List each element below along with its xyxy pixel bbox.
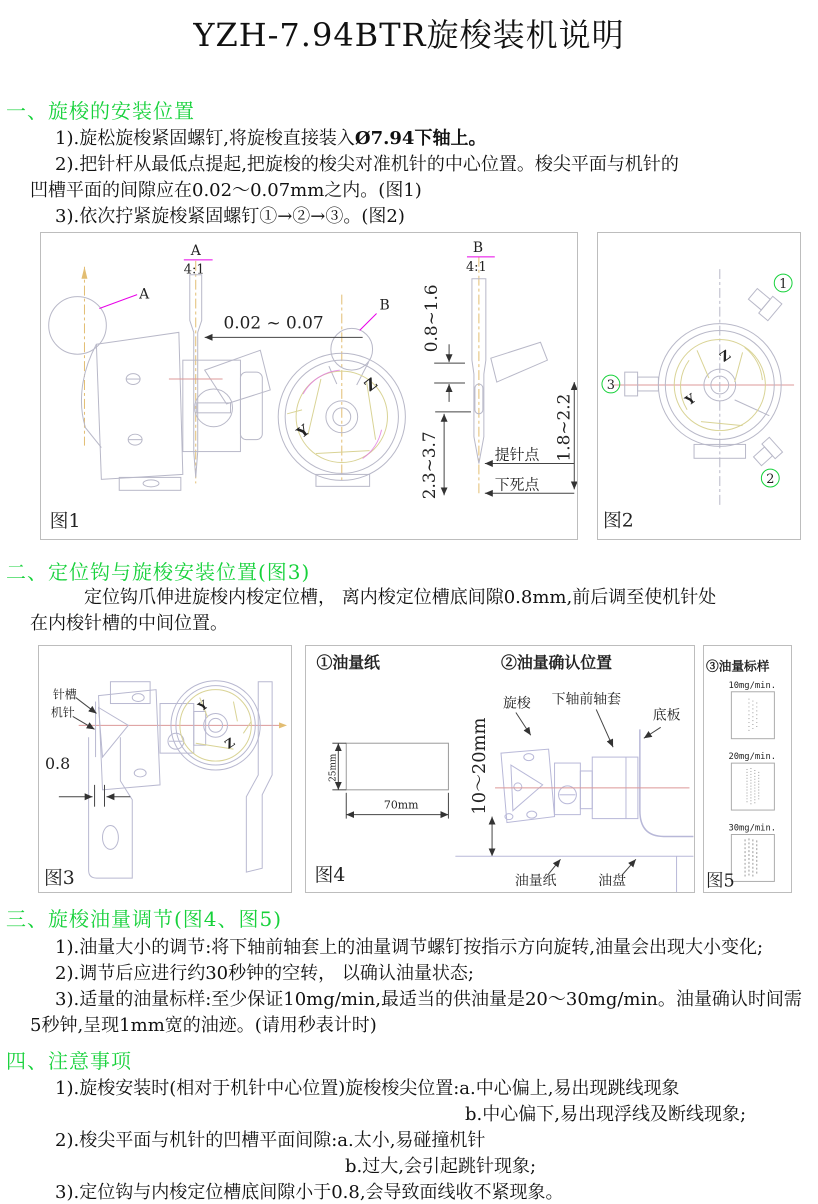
fig1-callout-b-label: B [379,297,390,314]
fig1-needle-a [190,275,270,478]
section1-heading: 一、旋梭的安装位置 [6,99,195,123]
section1-line3: 凹槽平面的间隙应在0.02～0.07mm之内。(图1) [30,180,422,201]
fig5-sample3-label: 30mg/min. [728,823,777,834]
fig5-sample1-oil-streak [749,699,757,732]
section4-heading: 四、注意事项 [6,1049,132,1073]
section2-line1: 定位钩爪伸进旋梭内梭定位槽， 离内梭定位槽底间隙0.8mm,前后调至使机针处 [84,587,717,608]
fig3-gap-dimension: 0.8 [44,754,71,773]
fig4-oil-paper-label: 油量纸 [514,873,557,890]
figure1-caption: 图1 [49,510,81,533]
fig4-oil-paper-rect [346,743,448,790]
section4-line4: b.过大,会引起跳针现象; [345,1156,537,1177]
fig5-sample1-box [731,692,774,739]
figure2-drawing [597,232,801,540]
screw-order-2: 2 [766,472,775,488]
fig4-hook-assembly [455,729,693,892]
section1-line1 [55,124,486,150]
figure4-drawing [305,645,695,893]
fig4-oil-paper-title: ①油量纸 [316,652,380,672]
fig1-scale-b-label: 4:1 [465,259,487,275]
section4-line2: b.中心偏下,易出现浮线及断线现象; [465,1104,747,1125]
fig1-dim-lift: 2.3~3.7 [419,431,440,500]
fig1-needle-b [472,279,548,464]
fig4-bushing-label: 下轴前轴套 [551,691,621,708]
fig1-callout-a-label: A [139,286,150,303]
section1-line4: 3).依次拧紧旋梭紧固螺钉①→②→③。(图2) [55,206,405,227]
fig1-view-a-label: A [190,242,201,259]
section3-line1: 1).油量大小的调节:将下轴前轴套上的油量调节螺钉按指示方向旋转,油量会出现大小变化; [55,937,764,958]
fig1-mark-y: Y [293,421,313,442]
fig1-bottom-dead-point-label: 下死点 [494,475,540,494]
fig3-needle-label: 机针 [50,705,75,720]
page-title: YZH-7.94BTR旋梭装机说明 [193,16,625,54]
fig1-dim-stroke: 1.8~2.2 [553,393,574,462]
figure2-caption: 图2 [602,510,634,532]
fig1-gap-dimension: 0.02 ~ 0.07 [223,312,324,333]
fig2-screw-order-badges [602,274,792,487]
figure4-caption: 图4 [314,865,346,887]
fig4-hook-label: 旋梭 [502,695,531,712]
fig4-label-leaders [516,709,661,875]
figure3-caption: 图3 [43,868,75,890]
figure5-caption: 图5 [705,871,735,892]
fig5-sample2-label: 20mg/min. [728,752,777,763]
fig2-mark-z: Z [717,347,734,366]
fig1-needle-lift-point-label: 提针点 [494,445,540,464]
fig5-title: ③油量标样 [705,658,770,674]
fig3-needle-groove-label: 针槽 [52,687,77,702]
fig1-dimension-lines [205,337,575,495]
fig4-oil-pan-label: 油盘 [598,873,626,890]
fig5-sample3-oil-streak [745,838,757,877]
screw-2-icon [751,437,783,468]
section4-line3: 2).梭尖平面与机针的凹槽平面间隙:a.太小,易碰撞机针 [55,1130,486,1151]
fig4-oil-check-title: ②油量确认位置 [500,652,613,672]
fig3-mark-z: Z [222,735,238,752]
fig4-dim-width: 70mm [383,798,419,812]
section1-line2: 2).把针杆从最低点提起,把旋梭的梭尖对准机针的中心位置。梭尖平面与机针的 [55,154,679,175]
fig4-dim-height: 25mm [328,753,339,782]
screw-order-1: 1 [779,276,788,292]
section1-line1-normal: 1).旋松旋梭紧固螺钉,将旋梭直接装入 [55,128,355,149]
section4-line1: 1).旋梭安装时(相对于机针中心位置)旋梭梭尖位置:a.中心偏上,易出现跳线现象 [55,1078,680,1099]
section2-line2: 在内梭针槽的中间位置。 [30,613,228,634]
fig1-scale-a-label: 4:1 [183,262,205,278]
section4-line5: 3).定位钩与内梭定位槽底间隙小于0.8,会导致面线收不紧现象。 [55,1182,564,1203]
fig5-sample1-label: 10mg/min. [728,680,777,691]
fig3-hook-side-assembly [89,682,206,878]
fig2-screws [625,286,783,469]
fig5-sample3-box [731,834,774,881]
section3-line3: 3).适量的油量标样:至少保证10mg/min,最适当的供油量是20～30mg/min。油量确认时间需 [55,989,802,1010]
fig1-view-b-label: B [472,239,484,256]
fig3-mark-y: Y [195,697,211,714]
section2-heading: 二、定位钩与旋梭安装位置(图3) [6,560,311,584]
fig5-sample2-oil-streak [747,768,759,805]
figure1-drawing [40,232,578,540]
fig5-sample2-box [731,763,774,810]
screw-order-3: 3 [606,377,615,393]
fig3-hook-front-view [171,681,272,872]
screw-3-icon [625,372,659,396]
screw-1-icon [746,286,782,321]
section3-heading: 三、旋梭油量调节(图4、图5) [6,907,283,931]
fig2-mark-y: Y [682,391,699,410]
figure5-drawing [703,645,792,893]
fig1-mark-z: Z [360,374,381,396]
figure3-drawing [38,645,292,893]
section3-line2: 2).调节后应进行约30秒钟的空转， 以确认油量状态; [55,963,474,984]
fig1-dim-point-height: 0.8~1.6 [421,284,442,353]
fig3-centerline-arrow [279,722,287,728]
fig4-dim-distance: 10～20mm [469,717,491,815]
section3-line4: 5秒钟,呈现1mm宽的油迹。(请用秒表计时) [30,1015,377,1036]
fig4-base-plate-label: 底板 [652,707,681,724]
section1-line1-bold: Ø7.94下轴上。 [354,128,487,149]
